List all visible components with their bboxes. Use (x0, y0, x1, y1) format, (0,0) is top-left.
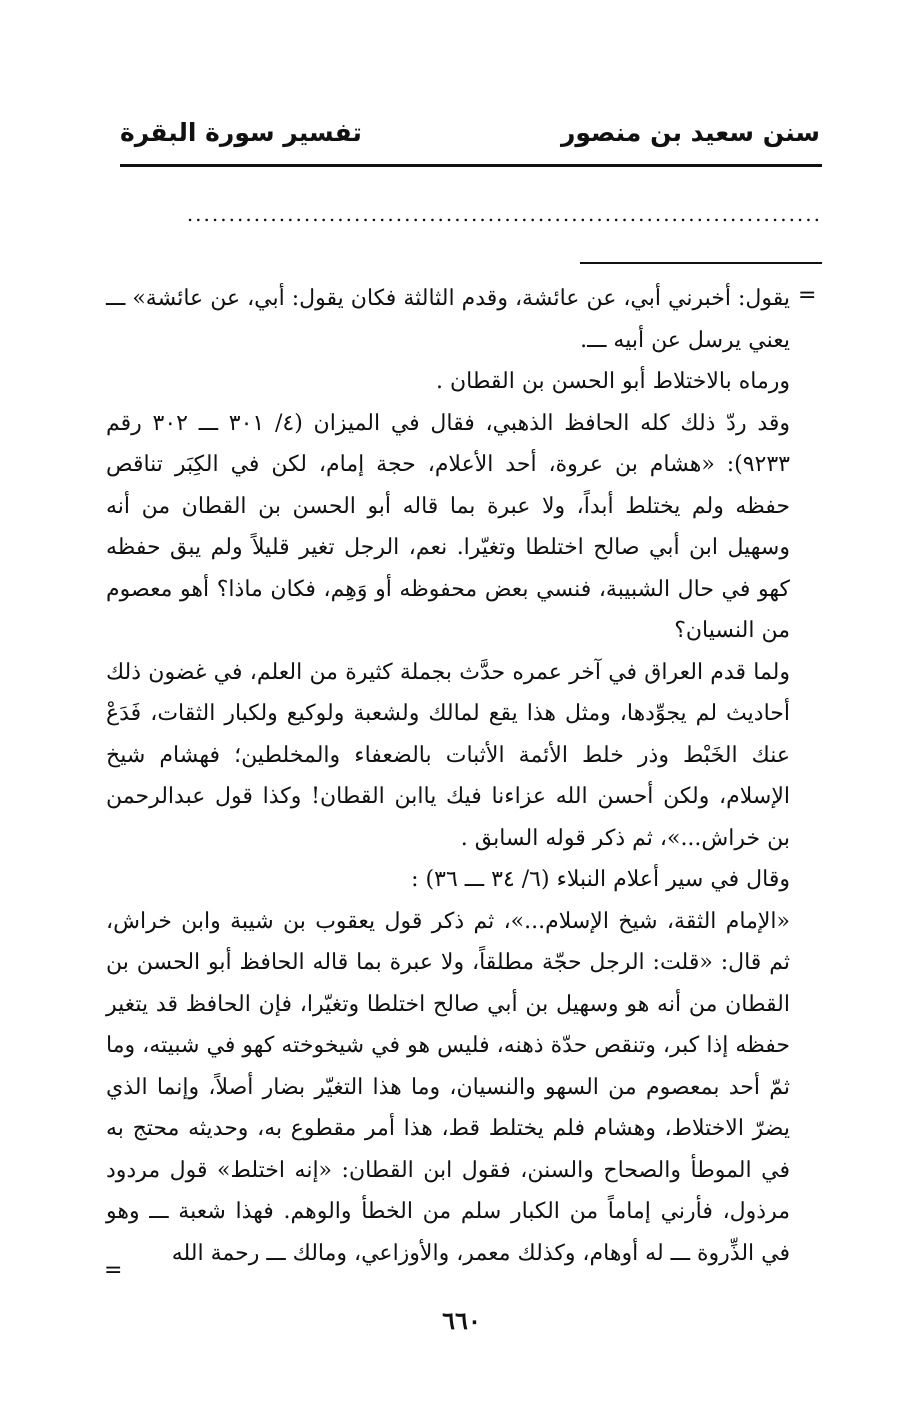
dotted-separator: ............................................................................ (186, 204, 822, 224)
paragraph: «الإمام الثقة، شيخ الإسلام...»، ثم ذكر قول يعقوب بن شيبة وابن خراش، ثم قال: «قلت: الرجل حجّة مطلقاً، ولا عبرة بما قاله الحافظ أبو الحسن بن القطان من أنه هو وسهيل بن أبي صالح اختلطا وتغيّرا، فإن الحافظ قد يتغير حفظه إذا كبر، وتنقص حدّة ذهنه، فليس هو في شيخوخته كهو في شبيته، وما ثمّ أحد بمعصوم من السهو والنسيان، وما هذا التغيّر بضار أصلاً، وإنما الذي يضرّ الاختلاط، وهشام فلم يختلط قط، هذا أمر مقطوع به، وحديثه محتج به في الموطأ والصحاح والسنن، فقول ابن القطان: «إنه اختلط» قول مردود مرذول، فأرني إماماً من الكبار سلم من الخطأ والوهم. فهذا شعبة ـــ وهو في الذِّروة ـــ له أوهام، وكذلك معمر، والأوزاعي، ومالك ـــ رحمة الله (106, 908, 790, 1266)
paragraph: وقد ردّ ذلك كله الحافظ الذهبي، فقال في الميزان (٤/ ٣٠١ ـــ ٣٠٢ رقم ٩٢٣٣): «هشام بن عروة، أحد الأعلام، حجة إمام، لكن في الكِبَر تناقص حفظه ولم يختلط أبداً، ولا عبرة بما قاله أبو الحسن بن القطان من أنه وسهيل ابن أبي صالح اختلطا وتغيّرا. نعم، الرجل تغير قليلاً ولم يبق حفظه كهو في حال الشبيبة، فنسي بعض محفوظه أو وَهِم، فكان ماذا؟ أهو معصوم من النسيان؟ (106, 410, 791, 643)
footnote-rule (580, 262, 822, 264)
paragraph: ورماه بالاختلاط أبو الحسن بن القطان . (435, 369, 790, 394)
continuation-mark-end: = (104, 1258, 123, 1283)
running-header (120, 118, 820, 158)
paragraph: وقال في سير أعلام النبلاء (٦/ ٣٤ ـــ ٣٦) : (411, 867, 790, 892)
paragraph: يقول: أخبرني أبي، عن عائشة، وقدم الثالثة فكان يقول: أبي، عن عائشة» ـــ يعني يرسل عن أبيه ـــ. (106, 286, 790, 353)
section-title: تفسير سورة البقرة (120, 118, 362, 147)
footnote-body (106, 278, 790, 1274)
header-rule (120, 164, 822, 167)
paragraph: ولما قدم العراق في آخر عمره حدَّث بجملة كثيرة من العلم، في غضون ذلك أحاديث لم يجوِّدها، ومثل هذا يقع لمالك ولشعبة ولوكيع ولكبار الثقات، فَدَعْ عنك الخَبْط وذر خلط الأئمة الأثبات بالضعفاء والمخلطين؛ فهشام شيخ الإسلام، ولكن أحسن الله عزاءنا فيك ياابن القطان! وكذا قول عبدالرحمن بن خراش...»، ثم ذكر قوله السابق . (106, 659, 790, 851)
page-number: ٦٦٠ (442, 1306, 481, 1335)
book-title: سنن سعيد بن منصور (560, 118, 820, 147)
continuation-mark-start: = (798, 283, 817, 308)
